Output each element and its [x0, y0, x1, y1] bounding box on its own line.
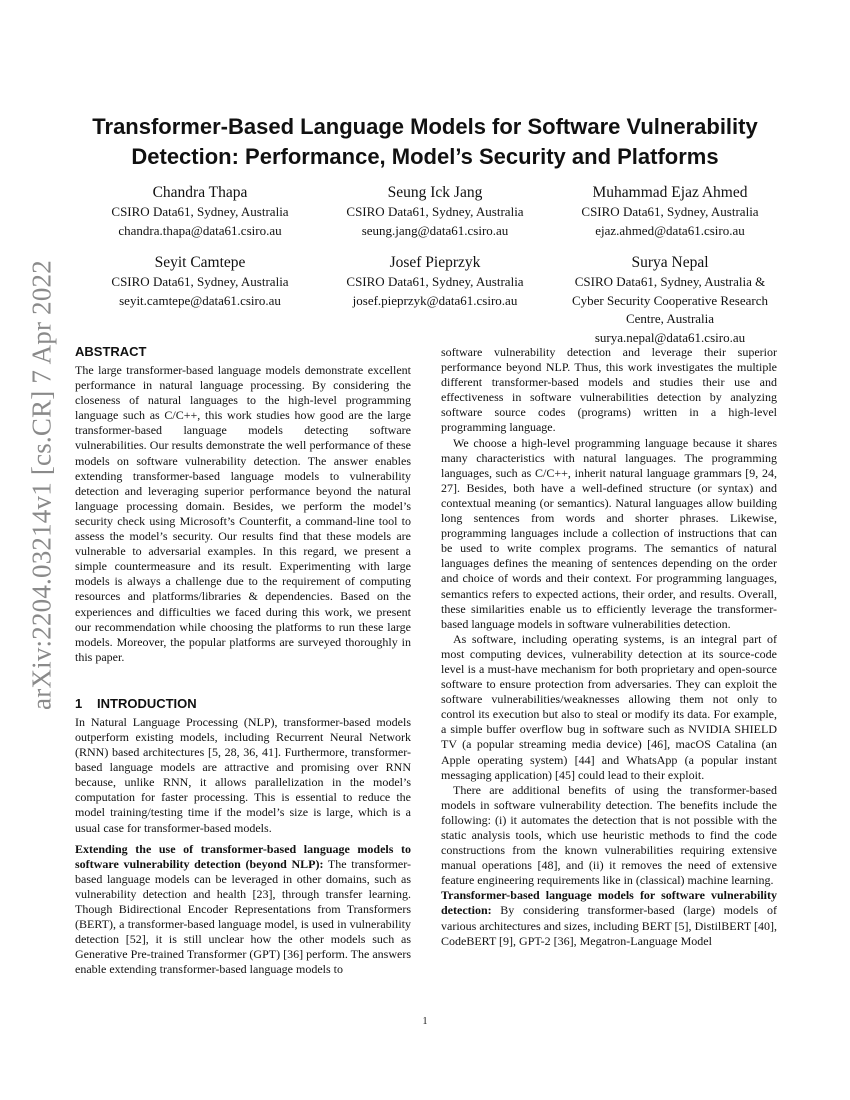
author-email: ejaz.ahmed@data61.csiro.au — [595, 222, 745, 238]
author — [320, 252, 550, 347]
author-affiliation: CSIRO Data61, Sydney, Australia — [111, 204, 289, 219]
author-affiliation: CSIRO Data61, Sydney, Australia & — [574, 274, 766, 289]
author-name: Muhammad Ejaz Ahmed — [592, 184, 748, 201]
author-name: Surya Nepal — [631, 254, 709, 271]
author-email: seung.jang@data61.csiro.au — [361, 222, 509, 238]
introduction-paragraph-1: In Natural Language Processing (NLP), transformer-based models outperform existing models, including Recurrent Neural Network (RNN) based architectures [5, 28, 36, 41]. Furthermore, transformer-based language models are attractive and promising over RNN because, unlike RNN, it allows parallelization in the model’s computation for faster processing. This is essential to reduce the model training/testing time if the model’s size is large, which is a usual case for transformer-based models. — [75, 714, 411, 835]
right-column — [441, 345, 777, 949]
author-row-2 — [85, 252, 785, 347]
paragraph-body: The transformer-based language models can be leveraged in other domains, such as vulnerability detection and health [23], through transfer learning. Though Bidirectional Encoder Representations from Transformers (BERT), a transformer-based language model, is used in vulnerability detection [52], it is still unclear how the other models such as Generative Pre-trained Transformer (GPT) [36] perform. The answers enable extending transformer-based language models to — [75, 856, 411, 977]
introduction-heading — [75, 695, 411, 713]
arxiv-identifier-text: arXiv:2204.03214v1 [cs.CR] 7 Apr 2022 — [26, 260, 57, 710]
paper-title-line-2: Detection: Performance, Model’s Security and Platforms — [131, 144, 719, 169]
author-affiliation: Centre, Australia — [625, 311, 715, 326]
author — [555, 252, 785, 347]
author — [555, 182, 785, 240]
paragraph-body: By considering transformer-based (large) models of various architectures and sizes, including BERT [5], DistilBERT [40], CodeBERT [9], GPT-2 [36], Megatron-Language Model — [441, 903, 777, 948]
author-affiliation: CSIRO Data61, Sydney, Australia — [581, 204, 759, 219]
right-paragraph-3: As software, including operating systems, is an integral part of most computing devices, vulnerability detection at its source-code level is a must-have mechanism for both proprietary and open-source software to ensure protection from adversaries. They can exploit the software vulnerabilities/weaknesses allowing them not only to control its execution but also to steal or modify its data. For example, a simple buffer overflow bug in software such as NVIDIA SHIELD TV (a popular streaming media device) [46], macOS Catalina (an Apple operating system) [44] and WhatsApp (a popular instant messaging application) [45] could lead to their exploit. — [441, 631, 777, 782]
author-email: seyit.camtepe@data61.csiro.au — [119, 292, 281, 308]
paper-title-line-1: Transformer-Based Language Models for Software Vulnerability — [92, 114, 758, 139]
author-name: Chandra Thapa — [152, 184, 248, 201]
author-affiliation: Cyber Security Cooperative Research — [571, 292, 768, 308]
author-affiliation: CSIRO Data61, Sydney, Australia — [346, 204, 524, 219]
arxiv-identifier-stamp — [22, 260, 62, 710]
author — [320, 182, 550, 240]
author-email: josef.pieprzyk@data61.csiro.au — [352, 292, 518, 308]
page-number: 1 — [422, 1016, 428, 1027]
abstract-heading: ABSTRACT — [75, 344, 147, 359]
author-name: Josef Pieprzyk — [389, 254, 481, 271]
author-name: Seyit Camtepe — [154, 254, 246, 271]
right-paragraph-1: software vulnerability detection and leverage their superior performance beyond NLP. Thus, this work investigates the multiple different transformer-based models and studies their use and effectiveness in software vulnerabilities detection by analyzing software source codes (programs) written in a high-level programming language. — [441, 345, 777, 435]
paragraph-lead-in: Transformer-based language models for software vulnerability detection: — [441, 888, 777, 918]
right-paragraph-2: We choose a high-level programming language because it shares many characteristics with natural languages. The programming languages, such as C/C++, inherit natural language grammars [9, 24, 27]. Besides, both have a well-defined structure (or syntax) and contextual meaning (or semantics). Natural languages allow building long sentences from words and shorter phrases. Likewise, programming languages include a collection of instructions that can be used to write complex programs. The semantics of natural languages defines the meaning of sentences depending on the order and choice of words and their context. For programming languages, semantics refers to expected actions, their order, and results. Overall, these similarities enable us to efficiently leverage the transformer-based language models in software vulnerabilities detection. — [441, 435, 777, 631]
abstract-text: The large transformer-based language models demonstrate excellent performance in natural language processing. By considering the closeness of natural languages to the high-level programming language such as C/C++, this work studies how good are the large transformer-based language models detecting software vulnerabilities. Our results demonstrate the well performance of these models on software vulnerability detection. The answer enables extending transformer-based language models to vulnerability detection and leveraging superior performance beyond the natural language processing domain. Besides, we perform the model’s security check using Microsoft’s Counterfit, a command-line tool to assess the model’s security. Our results find that these models are vulnerable to adversarial examples. In this regard, we present a simple countermeasure and its result. Experimenting with large models is always a challenge due to the requirement of computing resources and platforms/libraries & dependencies. Based on the experiences and difficulties we faced during this work, we present our recommendation while choosing the platforms to run these large models. Moreover, the popular platforms are surveyed thoroughly in this paper. — [75, 363, 411, 664]
right-paragraph-5 — [441, 888, 777, 948]
section-number: 1 — [75, 695, 83, 711]
author-block — [85, 182, 785, 347]
introduction-paragraph-2 — [75, 842, 411, 978]
paragraph-lead-in: Extending the use of transformer-based language models to software vulnerability detection (beyond NLP): — [75, 841, 411, 871]
author-affiliation: CSIRO Data61, Sydney, Australia — [111, 274, 289, 289]
author — [85, 182, 315, 240]
right-paragraph-4: There are additional benefits of using the transformer-based models in software vulnerability detection. The benefits include the following: (i) it automates the detection that is not possible with the static analysis tools, which use heuristic methods to find the code constructions from the known vulnerabilities requiring extensive manual operations [48], and (ii) it removes the need of extensive feature engineering requirements like in (classical) machine learning. — [441, 782, 777, 888]
author-affiliation: CSIRO Data61, Sydney, Australia — [346, 274, 524, 289]
author-name: Seung Ick Jang — [387, 184, 483, 201]
author-email: chandra.thapa@data61.csiro.au — [118, 222, 282, 238]
author-email: surya.nepal@data61.csiro.au — [594, 329, 746, 345]
paper-title — [60, 112, 790, 172]
author-row-1 — [85, 182, 785, 240]
left-column — [75, 343, 411, 977]
section-title: INTRODUCTION — [97, 695, 197, 711]
author — [85, 252, 315, 347]
